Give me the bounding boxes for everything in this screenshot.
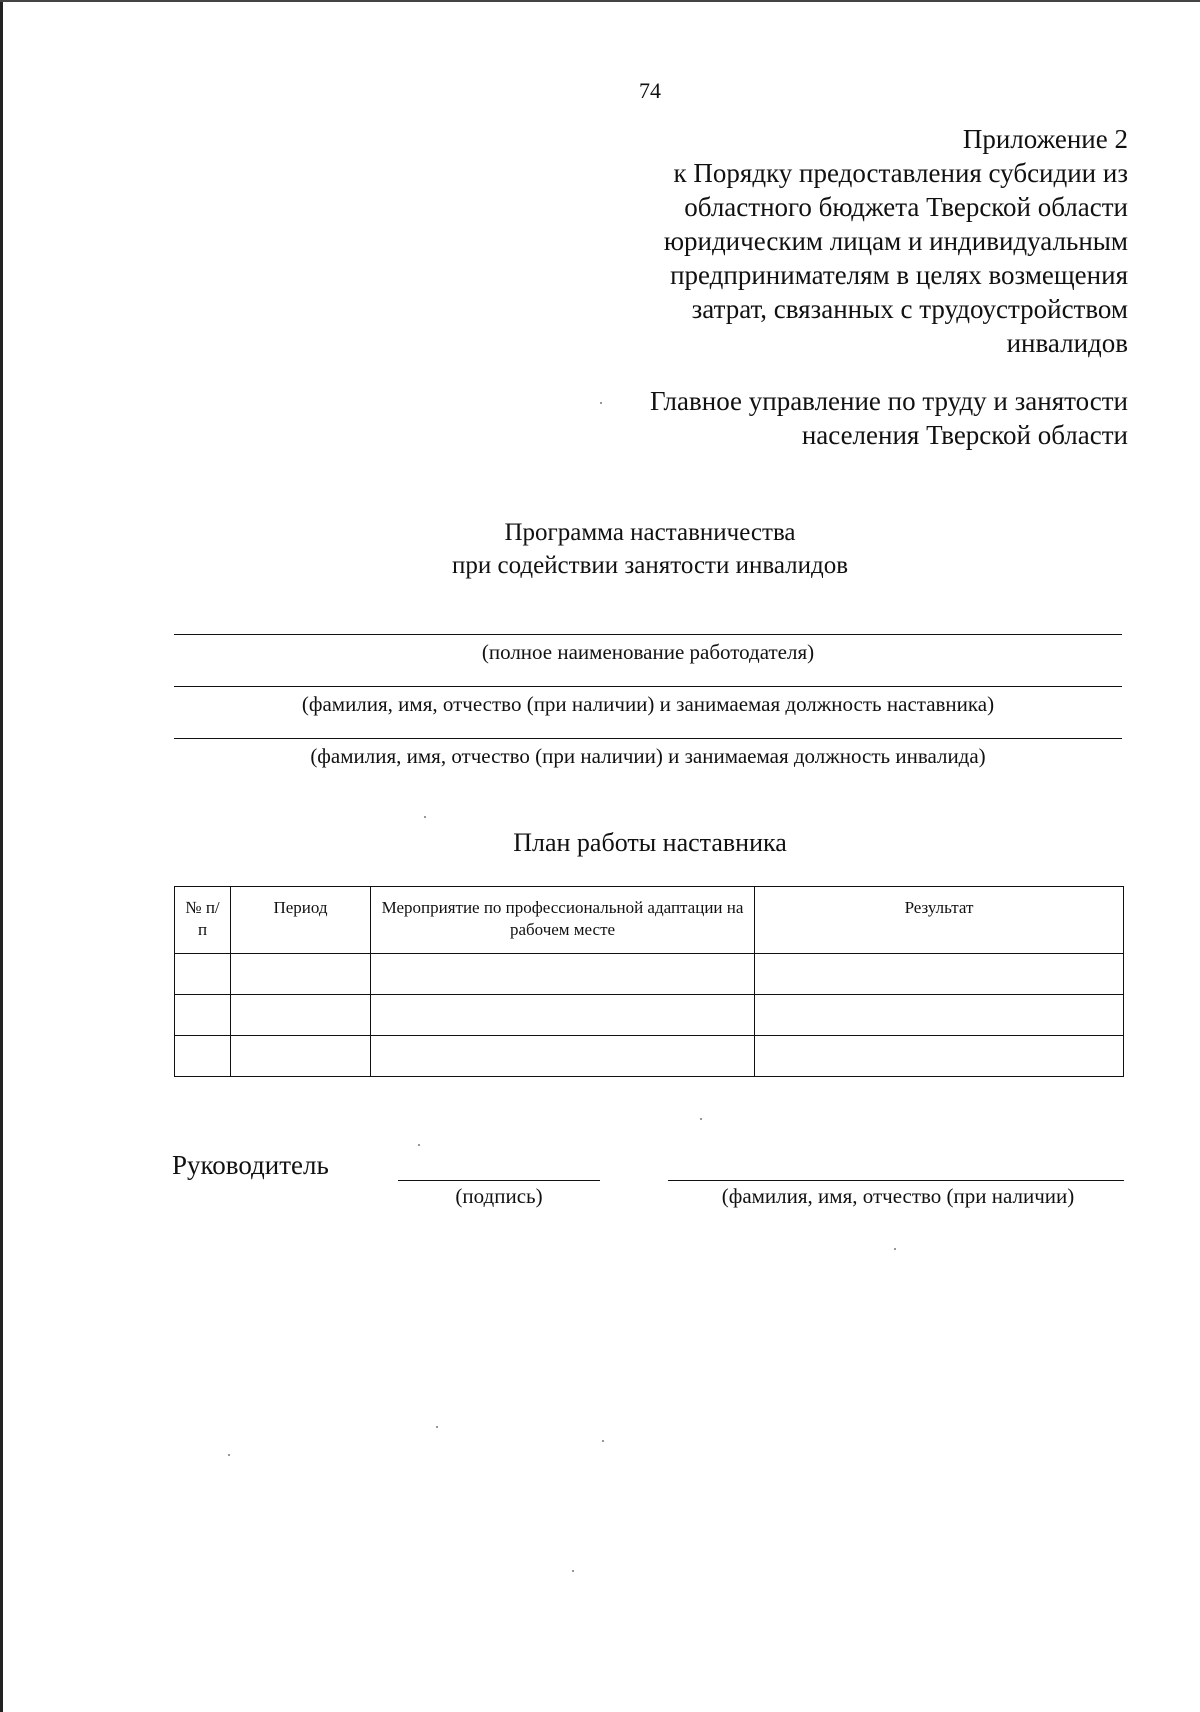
signature-field[interactable] bbox=[398, 1180, 600, 1181]
document-title bbox=[200, 516, 1100, 582]
signer-name-field[interactable] bbox=[668, 1180, 1124, 1181]
table-cell[interactable] bbox=[371, 995, 755, 1036]
table-cell[interactable] bbox=[231, 954, 371, 995]
document-title-line: Программа наставничества bbox=[504, 519, 796, 546]
document-title-line: при содействии занятости инвалидов bbox=[451, 552, 849, 579]
plan-title: План работы наставника bbox=[513, 828, 787, 857]
signer-name-caption: (фамилия, имя, отчество (при наличии) bbox=[721, 1184, 1075, 1208]
addressee-block bbox=[568, 384, 1128, 452]
scan-speck bbox=[600, 402, 602, 404]
table-header-row bbox=[175, 887, 1124, 954]
employee-name-field[interactable] bbox=[174, 738, 1122, 739]
scan-speck bbox=[424, 816, 426, 818]
table-row bbox=[175, 1036, 1124, 1077]
column-header-activity: Мероприятие по профессиональной адаптации на рабочем месте bbox=[371, 887, 755, 954]
column-header-period: Период bbox=[231, 887, 371, 954]
employer-name-caption: (полное наименование работодателя) bbox=[481, 640, 815, 664]
appendix-line: к Порядку предоставления субсидии из bbox=[673, 158, 1128, 188]
appendix-line: затрат, связанных с трудоустройством bbox=[691, 294, 1128, 324]
column-header-result: Результат bbox=[755, 887, 1124, 954]
page-number: 74 bbox=[639, 78, 661, 103]
addressee-line: Главное управление по труду и занятости bbox=[649, 386, 1128, 416]
scan-speck bbox=[436, 1426, 438, 1428]
scan-speck bbox=[894, 1248, 896, 1250]
column-header-number: № п/п bbox=[175, 887, 231, 954]
table-cell[interactable] bbox=[755, 1036, 1124, 1077]
signer-role: Руководитель bbox=[172, 1150, 329, 1180]
table-row bbox=[175, 995, 1124, 1036]
table-cell[interactable] bbox=[371, 954, 755, 995]
table-cell[interactable] bbox=[175, 954, 231, 995]
scan-edge bbox=[0, 0, 3, 1712]
employee-name-caption: (фамилия, имя, отчество (при наличии) и занимаемая должность инвалида) bbox=[310, 744, 986, 768]
appendix-line: Приложение 2 bbox=[962, 124, 1128, 154]
appendix-header bbox=[568, 122, 1128, 360]
table-row bbox=[175, 954, 1124, 995]
signature-caption: (подпись) bbox=[455, 1184, 543, 1208]
scan-speck bbox=[572, 1570, 574, 1572]
table-cell[interactable] bbox=[231, 1036, 371, 1077]
scan-edge-top bbox=[0, 0, 1200, 2]
table-cell[interactable] bbox=[755, 995, 1124, 1036]
scan-speck bbox=[700, 1118, 702, 1120]
mentor-plan-table bbox=[174, 886, 1124, 1077]
employer-name-field[interactable] bbox=[174, 634, 1122, 635]
scan-speck bbox=[602, 1440, 604, 1442]
table-cell[interactable] bbox=[175, 1036, 231, 1077]
table-cell[interactable] bbox=[755, 954, 1124, 995]
scan-speck bbox=[418, 1144, 420, 1146]
table-cell[interactable] bbox=[371, 1036, 755, 1077]
appendix-line: областного бюджета Тверской области bbox=[684, 192, 1128, 222]
appendix-line: юридическим лицам и индивидуальным bbox=[663, 226, 1128, 256]
table-cell[interactable] bbox=[175, 995, 231, 1036]
appendix-line: предпринимателям в целях возмещения bbox=[670, 260, 1128, 290]
mentor-name-field[interactable] bbox=[174, 686, 1122, 687]
scan-speck bbox=[228, 1454, 230, 1456]
addressee-line: населения Тверской области bbox=[801, 420, 1128, 450]
table-cell[interactable] bbox=[231, 995, 371, 1036]
mentor-name-caption: (фамилия, имя, отчество (при наличии) и занимаемая должность наставника) bbox=[301, 692, 995, 716]
appendix-line: инвалидов bbox=[1006, 328, 1128, 358]
